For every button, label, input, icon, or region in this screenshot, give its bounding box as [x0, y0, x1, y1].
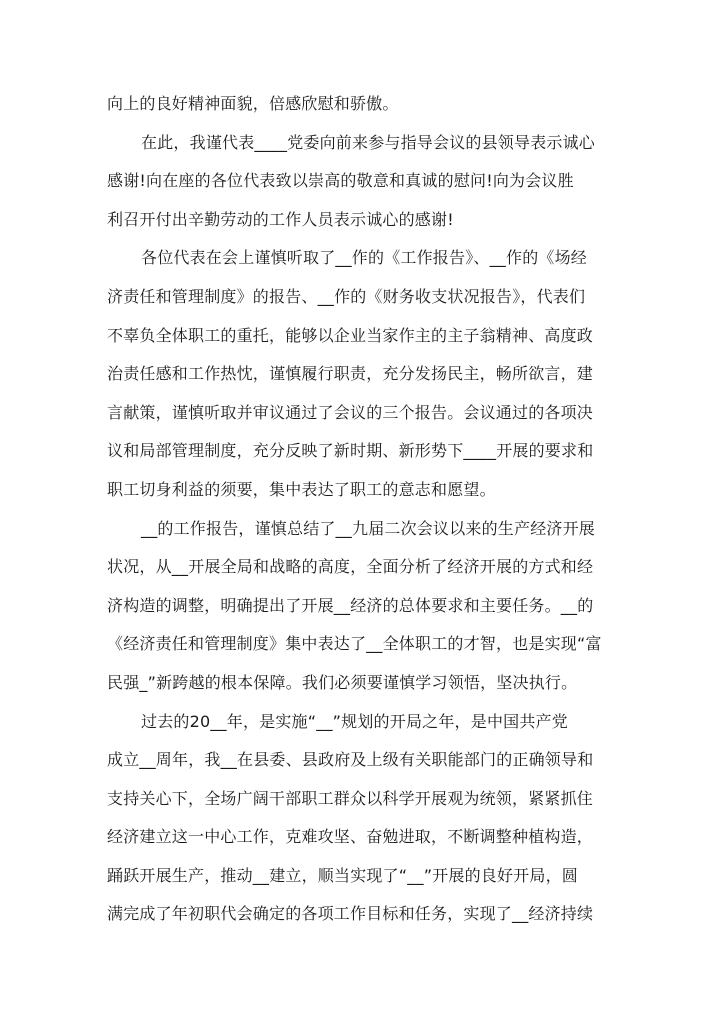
text-line: 状况，从__开展全局和战略的高度，全面分析了经济开展的方式和经	[107, 557, 594, 577]
text-line: 言献策，谨慎听取并审议通过了会议的三个报告。会议通过的各项决	[107, 402, 594, 422]
text-line: 成立__周年，我__在县委、县政府及上级有关职能部门的正确领导和	[107, 750, 594, 770]
text-line: 利召开付出辛勤劳动的工作人员表示诚心的感谢!	[107, 209, 454, 229]
text-line: 在此，我谨代表____党委向前来参与指导会议的县领导表示诚心	[141, 132, 596, 152]
text-line: 过去的20__年，是实施“__”规划的开局之年，是中国共产党	[141, 711, 568, 731]
text-line: 向上的良好精神面貌，倍感欣慰和骄傲。	[107, 94, 399, 113]
text-line: 支持关心下，全场广阔干部职工群众以科学开展观为统领，紧紧抓住	[107, 788, 594, 808]
text-line: 满完成了年初职代会确定的各项工作目标和任务，实现了__经济持续	[107, 904, 594, 924]
text-line: 济构造的调整，明确提出了开展__经济的总体要求和主要任务。__的	[107, 595, 594, 615]
text-line: 济责任和管理制度》的报告、__作的《财务收支状况报告》，代表们	[107, 286, 586, 306]
text-line: __的工作报告，谨慎总结了__九届二次会议以来的生产经济开展	[141, 518, 596, 538]
document-body	[107, 85, 627, 934]
text-line: 民强_”新跨越的根本保障。我们必须要谨慎学习领悟，坚决执行。	[107, 672, 578, 692]
text-line: 经济建立这一中心工作，克难攻坚、奋勉进取，不断调整种植构造，	[107, 827, 594, 847]
text-line: 各位代表在会上谨慎听取了__作的《工作报告》、__作的《场经	[141, 248, 588, 268]
text-line: 《经济责任和管理制度》集中表达了__全体职工的才智，也是实现“富	[107, 634, 602, 654]
text-line: 不辜负全体职工的重托，能够以企业当家作主的主子翁精神、高度政	[107, 325, 594, 345]
text-line: 治责任感和工作热忱，谨慎履行职责，充分发扬民主，畅所欲言，建	[107, 364, 594, 384]
text-line: 职工切身利益的须要，集中表达了职工的意志和愿望。	[107, 479, 496, 499]
text-line: 议和局部管理制度，充分反映了新时期、新形势下____开展的要求和	[107, 441, 594, 461]
text-line: 感谢!向在座的各位代表致以崇高的敬意和真诚的慰问!向为会议胜	[107, 171, 574, 191]
text-line: 踊跃开展生产，推动__建立，顺当实现了“__”开展的良好开局，圆	[107, 865, 578, 885]
